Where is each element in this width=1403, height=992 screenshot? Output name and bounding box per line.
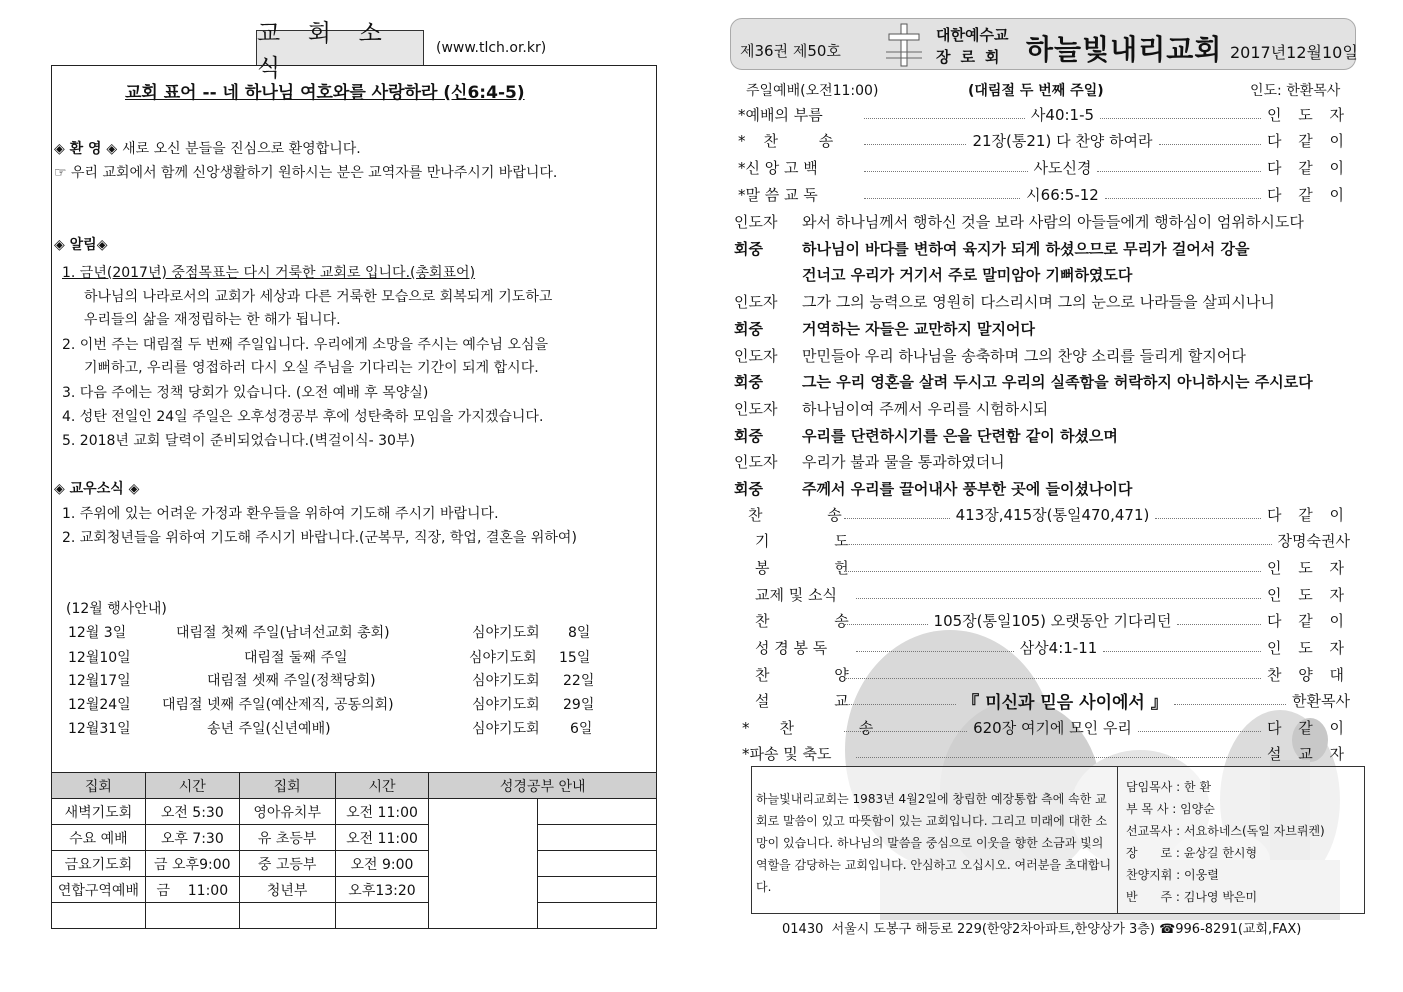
- worship-leader: 인도: 한환목사: [1250, 83, 1341, 99]
- church-motto: 교회 표어 -- 네 하나님 여호와를 사랑하라 (신6:4-5): [125, 83, 525, 103]
- notice-item: 우리들의 삶을 재정립하는 한 해가 됩니다.: [84, 312, 341, 328]
- order-by: 인 도 자: [1266, 559, 1350, 577]
- table-cell: 오후 7:30: [145, 825, 239, 851]
- column-header: 집회: [239, 773, 335, 799]
- members-item: 1. 주위에 있는 어려운 가정과 환우들을 위하여 기도해 주시기 바랍니다.: [62, 506, 499, 522]
- notice-item: 3. 다음 주에는 정책 당회가 있습니다. (오전 예배 후 목양실): [62, 385, 429, 401]
- table-cell: 유 초등부: [239, 825, 335, 851]
- reading-text: 와서 하나님께서 행하신 것을 보라 사람의 아들들에게 행하심이 엄위하시도다: [802, 213, 1304, 231]
- table-cell: 금 오후9:00: [145, 851, 239, 877]
- event-name: 대림절 첫째 주일(남녀선교회 총회): [176, 625, 390, 641]
- event-date: 12월31일: [68, 721, 131, 737]
- order-mark: *: [738, 132, 764, 150]
- notice-item: 기뻐하고, 우리를 영접하러 다시 오실 주님을 기다리는 기간이 되게 합시다.: [84, 360, 539, 376]
- notice-item: 1. 금년(2017년) 중점목표는 다시 거룩한 교회로 입니다.(총회표어): [62, 265, 476, 281]
- notice-heading: ◈ 알림◈: [54, 237, 108, 253]
- event-prayer: 심야기도회: [472, 721, 540, 737]
- column-header: 성경공부 안내: [429, 773, 657, 799]
- bible-study-cell: [429, 799, 538, 929]
- denomination-top: 대한예수교: [936, 26, 1009, 44]
- reader-role: 인도자: [734, 213, 778, 231]
- responsive-line: [734, 478, 1132, 499]
- table-cell: 연합구역예배: [52, 877, 146, 903]
- order-by: 다 같 이: [1267, 159, 1351, 177]
- order-item: [755, 637, 1350, 658]
- church-address: 01430 서울시 도봉구 해등로 229(한양2차아파트,한양상가 3층) ☎996-8291(교회,FAX): [782, 922, 1302, 937]
- meeting-schedule-table: [51, 772, 657, 929]
- order-item: [748, 504, 1350, 525]
- volume-number: 제36권 제50호: [740, 42, 841, 60]
- order-item: [738, 184, 1350, 205]
- reader-role: 회중: [734, 427, 763, 445]
- order-mark: *: [738, 106, 746, 124]
- notice-item: 2. 이번 주는 대림절 두 번째 주일입니다. 우리에게 소망을 주시는 예수님 오심을: [62, 337, 549, 353]
- welcome-heading: ◈ 환 영 ◈: [54, 141, 118, 157]
- order-mark: *: [738, 186, 746, 204]
- members-item: 2. 교회청년들을 위하여 기도해 주시기 바랍니다.(군복무, 직장, 학업, 결혼을 위하여): [62, 530, 577, 546]
- staff-line: 반 주 : 김나영 박은미: [1126, 890, 1258, 904]
- table-cell: 오전 5:30: [145, 799, 239, 825]
- occasion: (대림절 두 번째 주일): [968, 83, 1104, 99]
- order-by: 다 같 이: [1266, 719, 1350, 737]
- table-cell: 청년부: [239, 877, 335, 903]
- table-cell: 오전 9:00: [335, 851, 429, 877]
- table-cell: 금요기도회: [52, 851, 146, 877]
- bible-study-cell: [538, 877, 657, 903]
- order-by: 찬 양 대: [1266, 666, 1350, 684]
- church-url[interactable]: (www.tlch.or.kr): [436, 40, 547, 56]
- staff-line: 선교목사 : 서요하네스(독일 자브뤼켄): [1126, 824, 1325, 838]
- welcome-text: 새로 오신 분들을 진심으로 환영합니다.: [122, 141, 361, 157]
- order-by: 장명숙권사: [1277, 532, 1350, 550]
- responsive-line: [734, 211, 1304, 232]
- service-name: 주일예배(오전11:00): [746, 83, 879, 99]
- table-row: [52, 903, 657, 929]
- responsive-line: [734, 264, 1132, 285]
- column-header: 집회: [52, 773, 146, 799]
- order-by: 한환목사: [1292, 692, 1351, 710]
- reading-text: 하나님이 바다를 변하여 육지가 되게 하셨으므로 무리가 걸어서 강을: [802, 240, 1250, 258]
- order-item: [755, 664, 1350, 685]
- event-name: 송년 주일(신년예배): [207, 721, 331, 737]
- order-label: 설 교: [755, 692, 879, 710]
- table-cell: 영아유치부: [239, 799, 335, 825]
- order-label: 성 경 봉 독: [755, 639, 828, 657]
- reader-role: 회중: [734, 373, 763, 391]
- order-mark: *: [738, 159, 746, 177]
- order-item: [755, 610, 1350, 631]
- order-content: 사40:1-5: [1030, 106, 1095, 124]
- order-label: 찬 송: [763, 132, 852, 150]
- order-item: [738, 157, 1350, 178]
- event-prayer: 심야기도회: [472, 697, 540, 713]
- table-cell: [52, 903, 146, 929]
- bulletin-date: 2017년12월10일: [1230, 43, 1358, 62]
- bible-study-cell: [538, 903, 657, 929]
- responsive-line: [734, 371, 1313, 392]
- order-label: 교제 및 소식: [755, 586, 837, 604]
- cross-icon: [884, 22, 924, 68]
- info-divider: [1117, 766, 1118, 914]
- table-cell: 금 11:00: [145, 877, 239, 903]
- staff-line: 장 로 : 윤상길 한시형: [1126, 846, 1258, 860]
- bible-study-cell: [538, 851, 657, 877]
- order-label: 예배의 부름: [745, 106, 823, 124]
- reading-text: 우리를 단련하시기를 은을 단련함 같이 하셨으며: [802, 427, 1118, 445]
- notice-item: 4. 성탄 전일인 24일 주일은 오후성경공부 후에 성탄축하 모임을 가지겠습니다.: [62, 409, 544, 425]
- reader-role: 회중: [734, 240, 763, 258]
- event-date: 12월10일: [68, 650, 131, 666]
- reading-text: 만민들아 우리 하나님을 송축하며 그의 찬양 소리를 들리게 할지어다: [802, 347, 1246, 365]
- members-heading: ◈ 교우소식 ◈: [54, 481, 140, 497]
- order-by: 다 같 이: [1267, 186, 1351, 204]
- order-content: 사도신경: [1033, 159, 1092, 177]
- event-prayer: 심야기도회: [469, 650, 537, 666]
- order-by: 인 도 자: [1266, 586, 1350, 604]
- reading-text: 건너고 우리가 거기서 주로 말미암아 기뻐하였도다: [802, 266, 1133, 284]
- order-label: 파송 및 축도: [749, 745, 832, 763]
- order-by: 다 같 이: [1266, 506, 1350, 524]
- order-label: 기 도: [755, 532, 879, 550]
- event-date: 12월 3일: [68, 625, 127, 641]
- table-header-row: [52, 773, 657, 799]
- order-label: 말 씀 교 독: [745, 186, 818, 204]
- table-cell: 새벽기도회: [52, 799, 146, 825]
- order-label: 찬 송: [748, 506, 872, 524]
- responsive-line: [734, 238, 1250, 259]
- events-title: (12월 행사안내): [66, 601, 167, 617]
- table-cell: 오후13:20: [335, 877, 429, 903]
- order-item: [755, 688, 1350, 713]
- welcome-note: ☞ 우리 교회에서 함께 신앙생활하기 원하시는 분은 교역자를 만나주시기 바랍니다.: [54, 165, 558, 181]
- denomination-bottom: 장로회: [936, 48, 1010, 66]
- table-cell: [335, 903, 429, 929]
- event-prayer: 심야기도회: [472, 673, 540, 689]
- reading-text: 그가 그의 능력으로 영원히 다스리시며 그의 눈으로 나라들을 살피시나니: [802, 293, 1275, 311]
- reader-role: 인도자: [734, 400, 778, 418]
- order-by: 다 같 이: [1267, 612, 1351, 630]
- order-content: 413장,415장(통일470,471): [955, 506, 1150, 524]
- table-cell: 수요 예배: [52, 825, 146, 851]
- order-item: [738, 104, 1350, 125]
- responsive-line: [734, 398, 1048, 419]
- table-row: [52, 825, 657, 851]
- order-content: 삼상4:1-11: [1019, 639, 1098, 657]
- order-by: 인 도 자: [1267, 639, 1351, 657]
- reader-role: 인도자: [734, 293, 778, 311]
- reader-role: 회중: [734, 480, 763, 498]
- order-by: 다 같 이: [1266, 132, 1350, 150]
- news-title: 교 회 소 식: [256, 30, 424, 66]
- event-name: 대림절 넷째 주일(예산제직, 공동의회): [162, 697, 394, 713]
- reading-text: 거역하는 자들은 교만하지 말지어다: [802, 320, 1036, 338]
- order-item: [755, 530, 1350, 551]
- order-item: [742, 717, 1350, 738]
- table-cell: [239, 903, 335, 929]
- responsive-line: [734, 291, 1275, 312]
- event-day: 29일: [563, 697, 595, 713]
- event-day: 15일: [559, 650, 591, 666]
- reader-role: 인도자: [734, 347, 778, 365]
- notice-item: 하나님의 나라로서의 교회가 세상과 다른 거룩한 모습으로 회복되게 기도하고: [84, 289, 553, 305]
- table-cell: 오전 11:00: [335, 799, 429, 825]
- event-date: 12월24일: [68, 697, 131, 713]
- church-name: 하늘빛내리교회: [1026, 33, 1223, 66]
- responsive-line: [734, 318, 1035, 339]
- order-content: 620장 여기에 모인 우리: [973, 719, 1132, 737]
- staff-line: 담임목사 : 한 환: [1126, 780, 1212, 794]
- event-day: 22일: [563, 673, 595, 689]
- order-label: 신 앙 고 백: [745, 159, 818, 177]
- order-content: 21장(통21) 다 찬양 하여라: [972, 132, 1153, 150]
- bible-study-cell: [538, 825, 657, 851]
- order-item: [742, 743, 1350, 764]
- responsive-line: [734, 425, 1118, 446]
- table-row: [52, 799, 657, 825]
- reading-text: 우리가 불과 물을 통과하였더니: [802, 453, 1005, 471]
- reader-role: 인도자: [734, 453, 778, 471]
- staff-line: 부 목 사 : 임양순: [1126, 802, 1215, 816]
- table-cell: 중 고등부: [239, 851, 335, 877]
- reading-text: 주께서 우리를 끌어내사 풍부한 곳에 들이셨나이다: [802, 480, 1133, 498]
- welcome-section: [54, 138, 361, 158]
- sermon-title: 『 미신과 믿음 사이에서 』: [962, 693, 1168, 713]
- column-header: 시간: [335, 773, 429, 799]
- order-content: 105장(통일105) 오랫동안 기다리던: [933, 612, 1172, 630]
- event-day: 6일: [570, 721, 593, 737]
- column-header: 시간: [145, 773, 239, 799]
- order-mark: *: [742, 719, 780, 737]
- church-introduction: 하늘빛내리교회는 1983년 4월2일에 창립한 예장통합 측에 속한 교회로 말씀이 있고 따뜻함이 있는 교회입니다. 그리고 미래에 대한 소망이 있습니다. 하나님의 말씀을 중심으로 이웃을 향한 소금과 빛의 역할을 감당하는 교회입니다. 안심하고 오십시오. 여러분을 초대합니다.: [756, 792, 1112, 894]
- reading-text: 그는 우리 영혼을 살려 두시고 우리의 실족함을 허락하지 아니하시는 주시로다: [802, 373, 1313, 391]
- table-row: [52, 877, 657, 903]
- event-name: 대림절 둘째 주일: [244, 650, 348, 666]
- table-cell: [145, 903, 239, 929]
- event-name: 대림절 셋째 주일(정책당회): [207, 673, 376, 689]
- order-content: 시66:5-12: [1026, 186, 1099, 204]
- order-label: 찬 송: [755, 612, 879, 630]
- order-label: 찬 송: [779, 719, 904, 737]
- bible-study-cell: [538, 799, 657, 825]
- order-by: 설 교 자: [1266, 745, 1350, 763]
- table-cell: 오전 11:00: [335, 825, 429, 851]
- responsive-line: [734, 451, 1005, 472]
- notice-item: 5. 2018년 교회 달력이 준비되었습니다.(벽걸이식- 30부): [62, 433, 415, 449]
- reading-text: 하나님이여 주께서 우리를 시험하시되: [802, 400, 1049, 418]
- event-day: 8일: [568, 625, 591, 641]
- order-item: [755, 557, 1350, 578]
- order-label: 봉 헌: [755, 559, 879, 577]
- order-label: 찬 양: [755, 666, 879, 684]
- event-date: 12월17일: [68, 673, 131, 689]
- event-prayer: 심야기도회: [472, 625, 540, 641]
- order-mark: *: [742, 745, 750, 763]
- order-item: [738, 130, 1350, 151]
- order-item: [755, 584, 1350, 605]
- table-row: [52, 851, 657, 877]
- staff-line: 찬양지휘 : 이웅렬: [1126, 868, 1219, 882]
- responsive-line: [734, 345, 1246, 366]
- order-by: 인 도 자: [1266, 106, 1350, 124]
- reader-role: 회중: [734, 320, 763, 338]
